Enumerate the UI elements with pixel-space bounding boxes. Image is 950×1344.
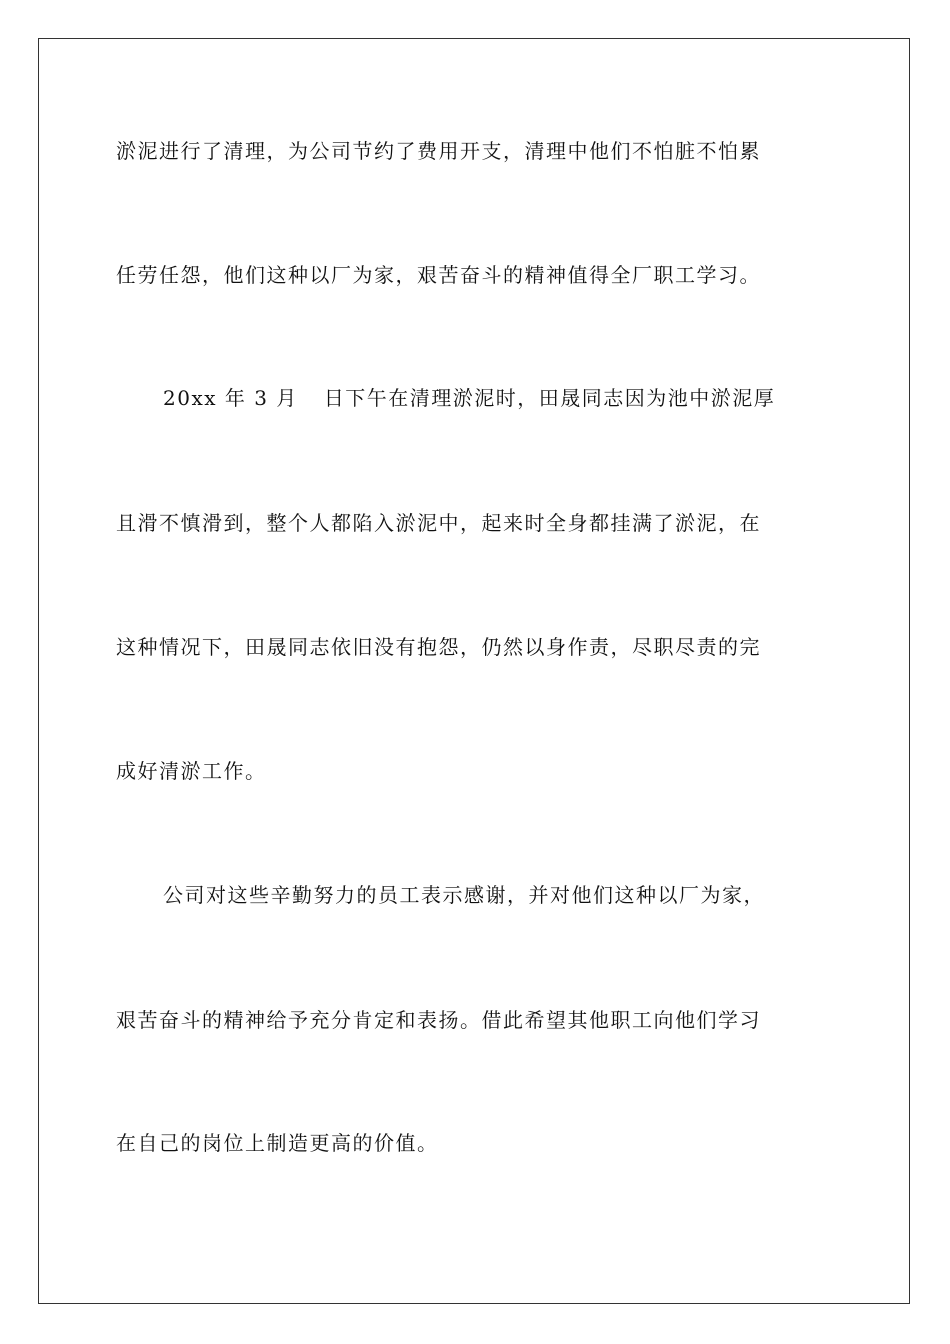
text-line-7: 公司对这些辛勤努力的员工表示感谢，并对他们这种以厂为家， xyxy=(163,883,765,907)
text-line-8: 艰苦奋斗的精神给予充分肯定和表扬。借此希望其他职工向他们学习 xyxy=(116,1008,761,1032)
text-line-6: 成好清淤工作。 xyxy=(116,759,267,783)
text-line-1: 淤泥进行了清理，为公司节约了费用开支，清理中他们不怕脏不怕累 xyxy=(116,139,761,163)
date-text: 20xx 年 3 月 xyxy=(163,386,298,410)
text-line-4: 且滑不慎滑到，整个人都陷入淤泥中，起来时全身都挂满了淤泥，在 xyxy=(116,511,761,535)
text-line-5: 这种情况下，田晟同志依旧没有抱怨，仍然以身作责，尽职尽责的完 xyxy=(116,635,761,659)
text-line-9: 在自己的岗位上制造更高的价值。 xyxy=(116,1131,439,1155)
text-line-2: 任劳任怨，他们这种以厂为家，艰苦奋斗的精神值得全厂职工学习。 xyxy=(116,263,761,287)
text-line-3 xyxy=(163,383,883,413)
page-frame xyxy=(38,38,910,1304)
text-line-3-rest: 日下午在清理淤泥时，田晟同志因为池中淤泥厚 xyxy=(323,386,776,410)
